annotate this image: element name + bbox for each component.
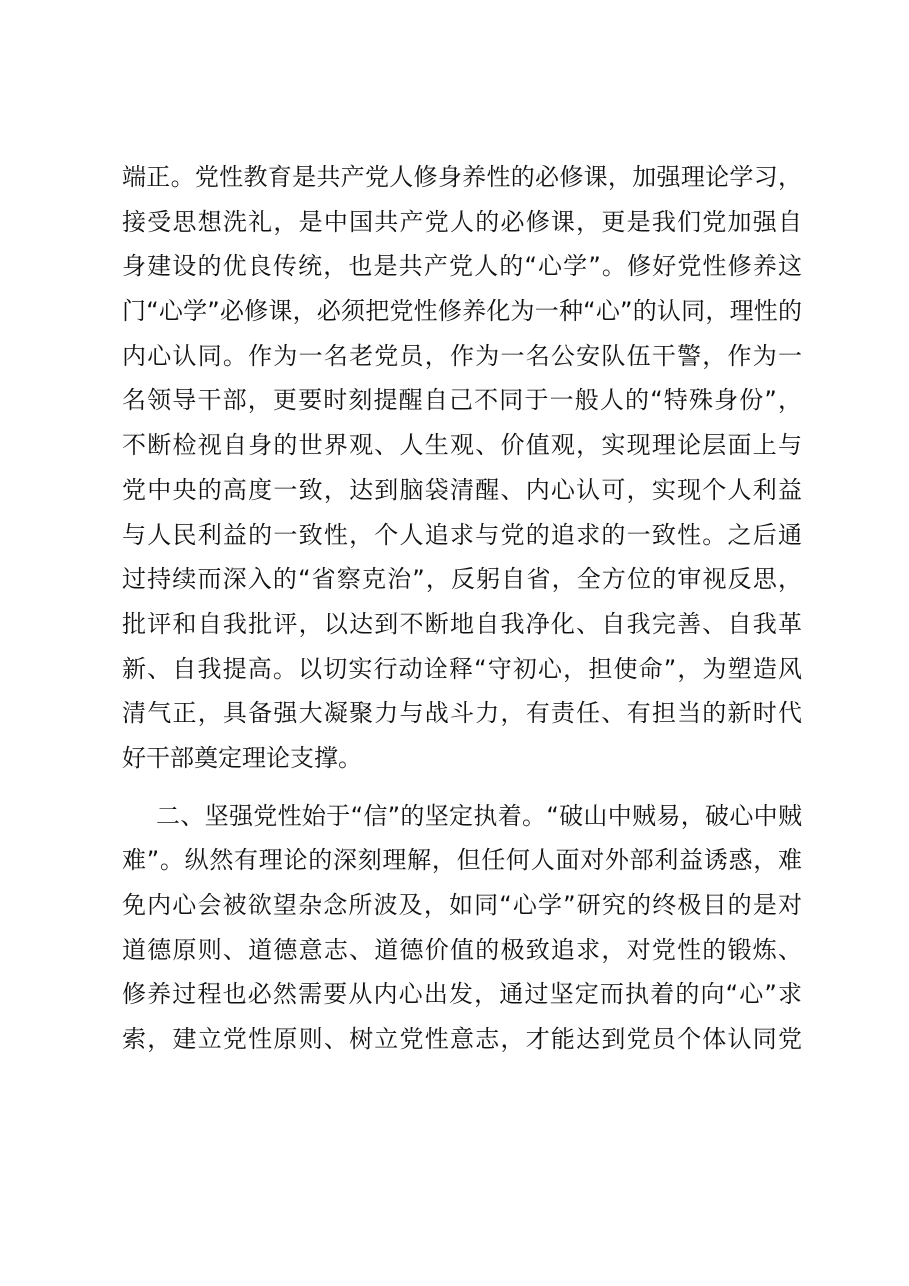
text-line: 批评和自我批评，以达到不断地自我净化、自我完善、自我革 [122, 609, 802, 638]
text-line: 二、坚强党性始于“信”的坚定执着。“破山中贼易，破心中贼 [156, 801, 802, 830]
text-line: 道德原则、道德意志、道德价值的极致追求，对党性的锻炼、 [122, 935, 802, 964]
text-line: 修养过程也必然需要从内心出发，通过坚定而执着的向“心”求 [122, 980, 802, 1009]
text-line: 接受思想洗礼，是中国共产党人的必修课，更是我们党加强自 [122, 207, 802, 236]
paragraph-1 [122, 155, 802, 781]
text-line: 门“心学”必修课，必须把党性修养化为一种“心”的认同，理性的 [122, 297, 802, 326]
text-line: 端正。党性教育是共产党人修身养性的必修课，加强理论学习， [122, 163, 802, 191]
text-line: 与人民利益的一致性，个人追求与党的追求的一致性。之后通 [122, 520, 802, 549]
text-line: 清气正，具备强大凝聚力与战斗力，有责任、有担当的新时代 [122, 699, 802, 728]
text-line: 索，建立党性原则、树立党性意志，才能达到党员个体认同党 [122, 1025, 802, 1054]
text-line: 身建设的优良传统，也是共产党人的“心学”。修好党性修养这 [122, 252, 802, 281]
text-line: 难”。纵然有理论的深刻理解，但任何人面对外部利益诱惑，难 [122, 846, 802, 875]
text-line: 过持续而深入的“省察克治”，反躬自省，全方位的审视反思， [122, 565, 802, 594]
document-body [122, 155, 802, 1062]
paragraph-2 [122, 794, 802, 1062]
text-line: 党中央的高度一致，达到脑袋清醒、内心认可，实现个人利益 [122, 475, 802, 504]
text-line: 好干部奠定理论支撑。 [122, 743, 362, 772]
text-line: 内心认同。作为一名老党员，作为一名公安队伍干警，作为一 [122, 341, 802, 370]
paragraph-spacer [122, 781, 802, 794]
text-line: 新、自我提高。以切实行动诠释“守初心，担使命”，为塑造风 [122, 654, 802, 683]
text-line: 名领导干部，更要时刻提醒自己不同于一般人的“特殊身份”， [122, 386, 802, 415]
text-line: 不断检视自身的世界观、人生观、价值观，实现理论层面上与 [122, 431, 802, 460]
text-line: 免内心会被欲望杂念所波及，如同“心学”研究的终极目的是对 [122, 891, 802, 919]
